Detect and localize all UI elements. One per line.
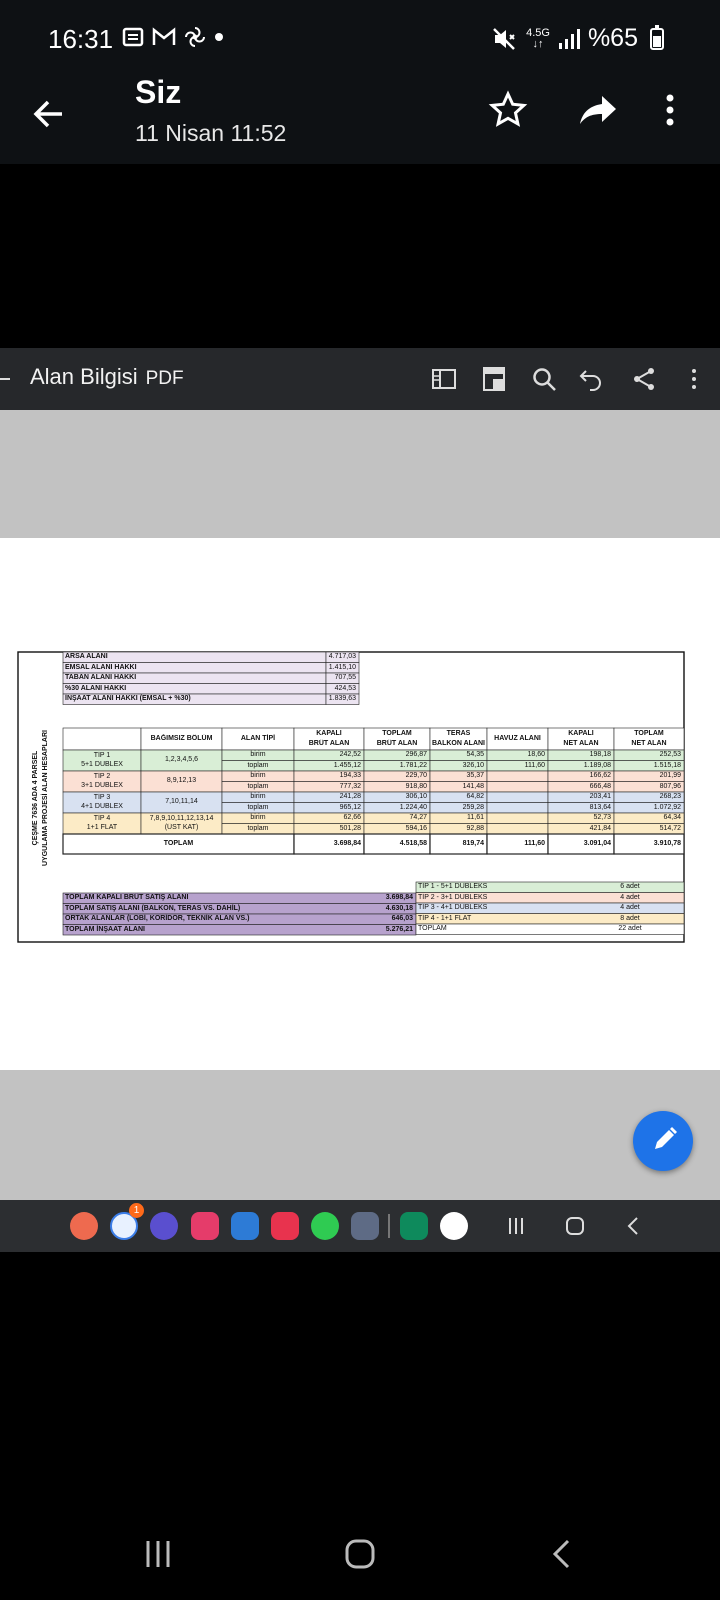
count-label: TOPLAM bbox=[418, 925, 447, 932]
row-type: toplam bbox=[247, 803, 269, 811]
row-value-tnet: 807,96 bbox=[659, 782, 681, 790]
flower-app-icon[interactable] bbox=[191, 1212, 219, 1240]
total-value-knet: 3.091,04 bbox=[583, 840, 611, 847]
whatsapp-app-icon[interactable] bbox=[311, 1212, 339, 1240]
gallery-notification-icon bbox=[122, 26, 144, 48]
edit-fab[interactable] bbox=[633, 1111, 693, 1171]
count-value: 22 adet bbox=[618, 925, 642, 932]
header-line-2: BRÜT ALAN bbox=[376, 740, 418, 747]
summary-value: 5.276,21 bbox=[385, 925, 413, 933]
group-units: 7,8,9,10,11,12,13,14 bbox=[149, 815, 214, 822]
row-value-toplam: 296,87 bbox=[405, 751, 427, 758]
status-time: 16:31 bbox=[48, 24, 114, 54]
dot-icon bbox=[214, 32, 224, 42]
row-value-kapali: 777,32 bbox=[339, 782, 361, 790]
phone-app-icon[interactable] bbox=[400, 1212, 428, 1240]
top-row-label: İNŞAAT ALANI HAKKI (EMSAL + %30) bbox=[65, 695, 191, 702]
header-havuz: HAVUZ ALANI bbox=[494, 735, 541, 742]
row-type: toplam bbox=[247, 782, 269, 790]
row-value-toplam: 229,70 bbox=[405, 772, 427, 779]
nav-back-icon[interactable] bbox=[550, 1538, 574, 1570]
count-label: TİP 1 - 5+1 DUBLEKS bbox=[418, 883, 488, 890]
area-table bbox=[0, 538, 720, 1070]
row-type: birim bbox=[250, 814, 266, 821]
row-type: toplam bbox=[247, 824, 269, 832]
mute-icon bbox=[492, 27, 518, 51]
top-row-value: 707,55 bbox=[334, 674, 356, 681]
pdf-toolbar bbox=[0, 348, 720, 410]
app-taskbar bbox=[0, 1200, 720, 1252]
row-value-knet: 198,18 bbox=[589, 751, 611, 758]
total-value-tnet: 3.910,78 bbox=[653, 840, 681, 847]
clock-app-icon[interactable] bbox=[150, 1212, 178, 1240]
count-label: TİP 3 - 4+1 DUBLEKS bbox=[418, 904, 488, 911]
header-line-2: BRÜT ALAN bbox=[308, 740, 350, 747]
row-value-kapali: 965,12 bbox=[339, 803, 361, 811]
taskbar-divider bbox=[388, 1214, 390, 1238]
summary-label: TOPLAM SATIŞ ALANI (BALKON, TERAS VS. DAHİL) bbox=[65, 904, 241, 912]
count-value: 8 adet bbox=[620, 914, 640, 922]
total-value-kapali: 3.698,84 bbox=[333, 840, 361, 847]
row-value-tnet: 268,23 bbox=[659, 793, 681, 800]
row-value-tnet: 1.515,18 bbox=[653, 761, 681, 769]
row-value-teras: 64,82 bbox=[466, 793, 484, 800]
row-value-knet: 203,41 bbox=[589, 793, 611, 800]
row-value-toplam: 1.781,22 bbox=[399, 761, 427, 769]
status-bar bbox=[0, 0, 720, 80]
row-value-teras: 141,48 bbox=[462, 782, 484, 790]
total-value-teras: 819,74 bbox=[462, 840, 484, 847]
summary-value: 3.698,84 bbox=[385, 894, 413, 901]
row-value-tnet: 64,34 bbox=[663, 814, 681, 821]
top-row-label: TABAN ALANI HAKKI bbox=[65, 674, 137, 681]
row-value-teras: 92,88 bbox=[466, 824, 484, 832]
count-value: 4 adet bbox=[620, 893, 640, 901]
header-line-2: NET ALAN bbox=[563, 740, 599, 747]
header-line-1: KAPALI bbox=[568, 730, 594, 737]
row-value-toplam: 74,27 bbox=[409, 814, 427, 821]
pdf-background-bottom bbox=[0, 1070, 720, 1200]
row-value-tnet: 1.072,92 bbox=[653, 803, 681, 811]
pencil-icon bbox=[633, 1111, 693, 1171]
row-value-kapali: 501,28 bbox=[339, 824, 361, 832]
total-label: TOPLAM bbox=[163, 840, 194, 847]
summary-value: 4.630,18 bbox=[385, 904, 413, 912]
row-value-knet: 813,64 bbox=[589, 803, 611, 811]
count-label: TİP 2 - 3+1 DUBLEKS bbox=[418, 893, 488, 901]
header-line-2: NET ALAN bbox=[631, 740, 667, 747]
row-type: birim bbox=[250, 751, 266, 758]
summary-label: TOPLAM İNŞAAT ALANI bbox=[65, 925, 145, 933]
row-value-knet: 166,62 bbox=[589, 772, 611, 779]
group-subname: 4+1 DUBLEX bbox=[81, 803, 123, 810]
group-units-note: (ÜST KAT) bbox=[164, 824, 199, 831]
row-type: toplam bbox=[247, 761, 269, 769]
row-value-knet: 666,48 bbox=[589, 782, 611, 790]
row-value-knet: 1.189,08 bbox=[583, 761, 611, 769]
row-value-toplam: 1.224,40 bbox=[399, 803, 427, 811]
reader-mode-icon[interactable] bbox=[431, 366, 457, 392]
group-subname: 3+1 DUBLEX bbox=[81, 782, 123, 789]
nav-recents-icon[interactable] bbox=[142, 1538, 174, 1570]
row-value-havuz: 18,60 bbox=[527, 751, 545, 758]
header-tip: ALAN TİPİ bbox=[240, 735, 276, 742]
message-header bbox=[0, 74, 720, 164]
top-row-value: 1.839,63 bbox=[328, 695, 356, 702]
count-label: TİP 4 - 1+1 FLAT bbox=[418, 914, 472, 922]
row-value-tnet: 201,99 bbox=[659, 772, 681, 779]
undo-icon[interactable] bbox=[578, 366, 604, 392]
group-subname: 1+1 FLAT bbox=[86, 824, 118, 831]
calendar-app-icon[interactable] bbox=[231, 1212, 259, 1240]
row-value-kapali: 194,33 bbox=[339, 772, 361, 779]
summary-label: ORTAK ALANLAR (LOBİ, KORİDOR, TEKNİK ALAN VS.) bbox=[65, 915, 250, 922]
back-icon[interactable] bbox=[625, 1216, 641, 1236]
row-value-knet: 421,84 bbox=[589, 824, 611, 832]
collapse-dash-icon[interactable] bbox=[0, 378, 10, 380]
status-right bbox=[492, 24, 664, 53]
page-layout-icon[interactable] bbox=[481, 366, 507, 392]
summary-value: 646,03 bbox=[391, 915, 413, 922]
summary-label: TOPLAM KAPALI BRÜT SATIŞ ALANI bbox=[65, 894, 189, 901]
count-value: 4 adet bbox=[620, 904, 640, 911]
pinwheel-icon bbox=[184, 26, 206, 48]
row-type: birim bbox=[250, 772, 266, 779]
camera-app-icon[interactable] bbox=[271, 1212, 299, 1240]
system-navbar bbox=[0, 1520, 720, 1600]
side-title-line1: ÇEŞME 7636 ADA 4 PARSEL bbox=[32, 750, 39, 846]
battery-percent: %65 bbox=[587, 24, 638, 52]
header-bolum: BAĞIMSIZ BÖLÜM bbox=[150, 735, 213, 742]
recents-icon[interactable] bbox=[506, 1216, 526, 1236]
row-value-knet: 52,73 bbox=[593, 814, 611, 821]
pdf-title: Alan Bilgisi PDF bbox=[30, 364, 184, 389]
row-value-teras: 326,10 bbox=[462, 761, 484, 769]
forward-icon[interactable] bbox=[578, 90, 618, 130]
network-indicator: 4.5G ↓↑ bbox=[526, 26, 550, 50]
row-value-teras: 54,35 bbox=[466, 751, 484, 758]
share-icon[interactable] bbox=[631, 366, 657, 392]
group-units: 7,10,11,14 bbox=[165, 798, 198, 805]
top-row-label: EMSAL ALANI HAKKI bbox=[65, 663, 137, 671]
group-name: TİP 4 bbox=[93, 815, 111, 822]
count-value: 6 adet bbox=[620, 883, 640, 890]
search-icon[interactable] bbox=[531, 366, 557, 392]
signal-icon bbox=[558, 29, 580, 49]
row-value-kapali: 242,52 bbox=[339, 751, 361, 758]
home-icon[interactable] bbox=[565, 1216, 585, 1236]
header-line-1: TOPLAM bbox=[382, 730, 412, 737]
group-units: 1,2,3,4,5,6 bbox=[164, 756, 199, 763]
row-value-tnet: 514,72 bbox=[659, 824, 681, 832]
sender-name: Siz bbox=[135, 74, 182, 110]
row-value-kapali: 62,66 bbox=[343, 814, 361, 821]
battery-icon bbox=[650, 28, 664, 50]
total-value-toplam: 4.518,58 bbox=[399, 840, 427, 847]
header-line-1: TERAS bbox=[446, 730, 471, 737]
pdf-more-icon[interactable] bbox=[688, 366, 700, 392]
row-value-toplam: 918,80 bbox=[405, 782, 427, 790]
row-value-tnet: 252,53 bbox=[659, 751, 681, 758]
nav-home-icon[interactable] bbox=[344, 1538, 376, 1570]
pdf-page[interactable] bbox=[0, 538, 720, 1070]
header-line-1: TOPLAM bbox=[634, 730, 664, 737]
more-options-icon[interactable] bbox=[660, 90, 680, 130]
row-value-teras: 259,28 bbox=[462, 803, 484, 811]
top-row-label: ARSA ALANI bbox=[65, 653, 108, 660]
group-name: TİP 1 bbox=[93, 752, 111, 759]
header-line-2: BALKON ALANI bbox=[431, 740, 485, 747]
top-row-value: 1.415,10 bbox=[328, 663, 356, 671]
group-units: 8,9,12,13 bbox=[166, 777, 197, 784]
contacts-app-icon[interactable] bbox=[70, 1212, 98, 1240]
back-arrow-icon[interactable] bbox=[28, 94, 68, 134]
star-icon[interactable] bbox=[488, 90, 528, 130]
gmail-icon bbox=[152, 26, 176, 48]
row-value-teras: 11,61 bbox=[467, 814, 484, 821]
message-date: 11 Nisan 11:52 bbox=[135, 120, 287, 146]
side-title-line2: UYGULAMA PROJESİ ALAN HESAPLARI bbox=[42, 730, 49, 866]
row-value-kapali: 241,28 bbox=[339, 793, 361, 800]
group-name: TİP 2 bbox=[93, 773, 111, 780]
top-row-label: %30 ALANI HAKKI bbox=[65, 684, 127, 692]
row-value-havuz: 111,60 bbox=[524, 761, 545, 769]
row-value-kapali: 1.455,12 bbox=[333, 761, 361, 769]
notification-icons bbox=[122, 26, 224, 48]
side-title bbox=[31, 688, 51, 908]
notification-badge: 1 bbox=[129, 1203, 144, 1218]
group-subname: 5+1 DUBLEX bbox=[81, 761, 123, 768]
row-value-toplam: 306,10 bbox=[405, 793, 427, 800]
row-value-teras: 35,37 bbox=[466, 772, 484, 779]
group-name: TİP 3 bbox=[93, 794, 111, 801]
total-value-havuz: 111,60 bbox=[524, 840, 545, 847]
app-drawer-icon[interactable] bbox=[351, 1212, 379, 1240]
pdf-background-top bbox=[0, 410, 720, 538]
top-row-value: 424,53 bbox=[334, 684, 356, 692]
row-value-toplam: 594,16 bbox=[405, 824, 427, 832]
empty-area bbox=[0, 164, 720, 348]
header-line-1: KAPALI bbox=[316, 730, 342, 737]
row-type: birim bbox=[250, 793, 266, 800]
top-row-value: 4.717,03 bbox=[328, 653, 356, 660]
google-app-icon[interactable] bbox=[440, 1212, 468, 1240]
